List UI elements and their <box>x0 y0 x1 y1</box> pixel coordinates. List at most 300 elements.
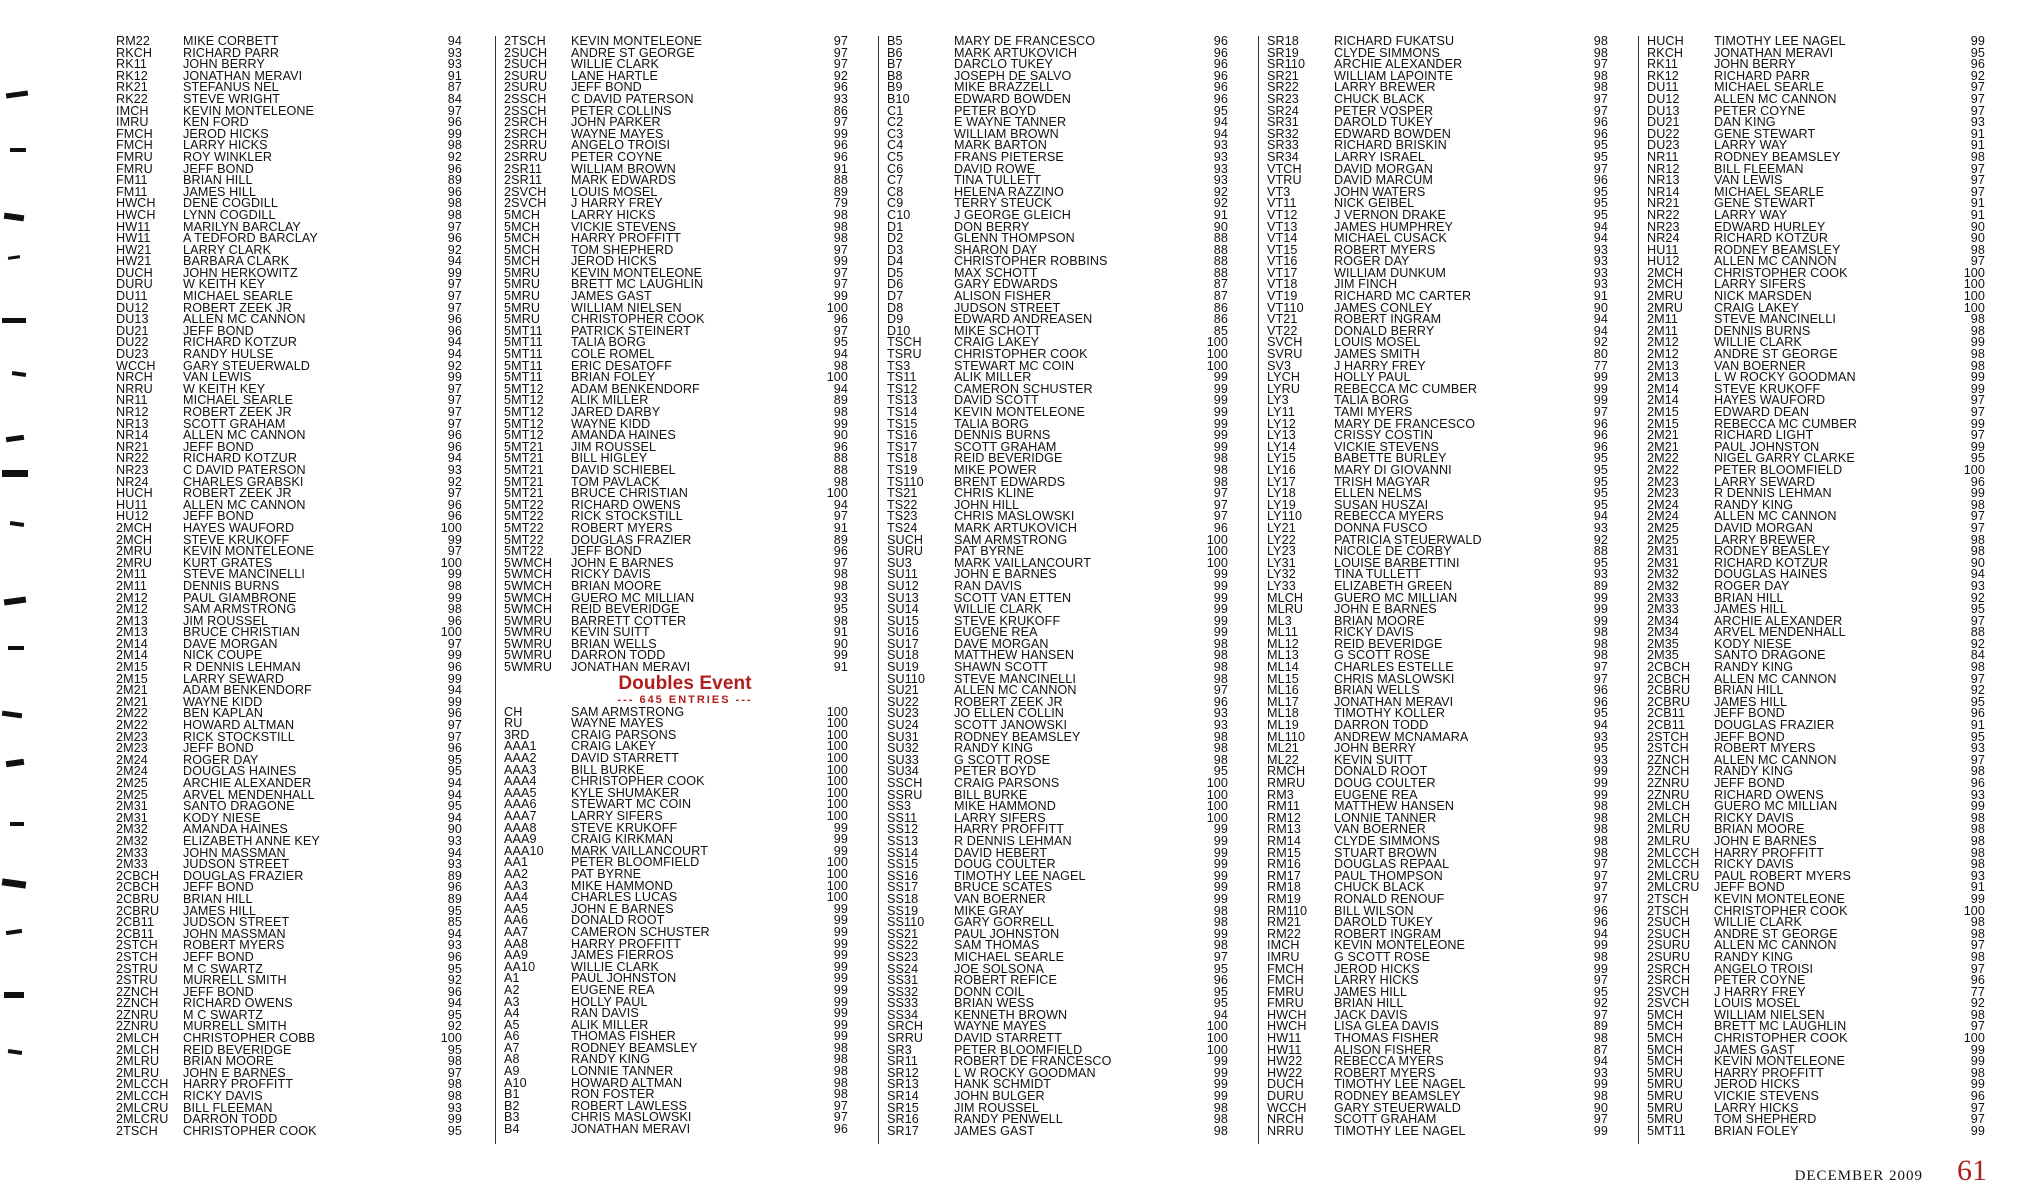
shooter-name: ERIC DESATOFF <box>571 358 672 373</box>
shooter-name: MIKE GRAY <box>954 903 1024 918</box>
class-code: 5MT22 <box>504 544 544 559</box>
class-code: 2M12 <box>1647 335 1679 350</box>
class-code: 2M31 <box>116 799 148 814</box>
score: 99 <box>1970 1054 1985 1069</box>
score: 93 <box>447 938 462 953</box>
score: 96 <box>1593 115 1608 130</box>
class-code: 2MLCH <box>1647 799 1691 814</box>
shooter-name: W KEITH KEY <box>183 277 266 292</box>
class-code: TS21 <box>887 486 918 501</box>
shooter-name: DOUGLAS FRAZIER <box>1714 718 1835 733</box>
result-row <box>879 358 1254 373</box>
score: 94 <box>447 347 462 362</box>
shooter-name: JONATHAN MERAVI <box>1714 45 1834 60</box>
result-row <box>108 662 488 674</box>
shooter-name: DENNIS BURNS <box>1714 323 1811 338</box>
class-code: SU24 <box>887 718 919 733</box>
score: 100 <box>826 739 848 754</box>
score: 97 <box>833 277 848 292</box>
score: 98 <box>833 219 848 234</box>
result-row <box>496 627 874 639</box>
class-code: 5MT12 <box>504 428 544 443</box>
class-code: 2M31 <box>1647 544 1679 559</box>
score: 95 <box>447 961 462 976</box>
score: 96 <box>1213 45 1228 60</box>
shooter-name: MARY DE FRANCESCO <box>954 36 1096 48</box>
score: 88 <box>1593 544 1608 559</box>
result-row <box>879 882 1254 894</box>
class-code: AAA6 <box>504 797 537 812</box>
score: 96 <box>1970 776 1985 790</box>
score: 94 <box>447 810 462 825</box>
class-code: NR13 <box>116 416 149 431</box>
class-code: TS23 <box>887 509 918 524</box>
shooter-name: DONNA FUSCO <box>1334 520 1428 535</box>
score: 97 <box>447 544 462 559</box>
result-row <box>879 407 1254 419</box>
shooter-name: RAN DAVIS <box>954 578 1022 593</box>
shooter-name: KEVIN MONTELEONE <box>183 103 315 118</box>
result-row <box>1639 752 2011 767</box>
result-row <box>1639 395 2011 407</box>
scan-mark <box>4 992 24 998</box>
class-code: 2MCH <box>1647 277 1684 292</box>
class-code: TS3 <box>887 358 911 373</box>
result-row <box>108 1123 488 1138</box>
score: 96 <box>833 80 848 95</box>
result-row <box>496 291 874 303</box>
result-row <box>879 256 1254 268</box>
shooter-name: PETER BOYD <box>954 103 1037 118</box>
result-row <box>108 891 488 906</box>
class-code: VT21 <box>1267 312 1298 327</box>
class-code: VT3 <box>1267 184 1291 199</box>
class-code: SV3 <box>1267 358 1292 373</box>
score: 99 <box>1213 405 1228 419</box>
shooter-name: EUGENE REA <box>954 625 1038 640</box>
class-code: B8 <box>887 68 903 83</box>
result-row <box>1259 488 1634 500</box>
class-code: RM12 <box>1267 810 1301 825</box>
class-code: 2SSCH <box>504 103 547 118</box>
class-code: DU23 <box>116 347 149 362</box>
score: 100 <box>826 855 848 870</box>
result-row <box>1259 743 1634 755</box>
shooter-name: RANDY KING <box>1714 660 1794 675</box>
score: 94 <box>1593 219 1608 234</box>
score: 100 <box>1206 787 1228 802</box>
shooter-name: SCOTT GRAHAM <box>1334 1112 1437 1127</box>
score: 96 <box>833 149 848 164</box>
result-row <box>1639 161 2011 176</box>
score: 94 <box>447 996 462 1011</box>
class-code: SS19 <box>887 903 919 918</box>
shooter-name: NICK MARSDEN <box>1714 289 1812 304</box>
section-subheading: --- 645 ENTRIES --- <box>617 693 753 706</box>
score: 97 <box>1970 671 1985 686</box>
class-code: 2SURU <box>1647 938 1691 953</box>
shooter-name: CHRIS KLINE <box>954 486 1035 501</box>
score: 93 <box>1593 729 1608 744</box>
score: 100 <box>1963 300 1985 315</box>
shooter-name: CRAIG LAKEY <box>1714 300 1800 315</box>
shooter-name: JUDSON STREET <box>183 915 290 930</box>
score: 92 <box>1970 683 1985 698</box>
score: 91 <box>1970 718 1985 733</box>
shooter-name: JUDSON STREET <box>183 857 290 872</box>
class-code: AAA2 <box>504 751 537 766</box>
class-code: 5MCH <box>1647 1031 1684 1046</box>
class-code: VT12 <box>1267 207 1298 222</box>
shooter-name: ELIZABETH ANNE KEY <box>183 833 320 848</box>
class-code: SR17 <box>887 1123 919 1138</box>
shooter-name: EUGENE REA <box>1334 787 1418 802</box>
shooter-name: PAUL JOHNSTON <box>571 971 677 986</box>
score: 99 <box>1593 393 1608 408</box>
class-code: HUCH <box>116 486 153 501</box>
class-code: 2SVCH <box>504 184 547 199</box>
class-code: TS19 <box>887 462 918 477</box>
score: 98 <box>833 231 848 246</box>
result-row <box>496 184 874 199</box>
shooter-name: ROBERT ZEEK JR <box>183 486 292 501</box>
shooter-name: BRIAN FOLEY <box>571 370 656 385</box>
score: 95 <box>1213 984 1228 999</box>
score: 95 <box>1213 961 1228 976</box>
score: 97 <box>1593 91 1608 106</box>
class-code: B4 <box>504 1122 520 1137</box>
shooter-name: ARCHIE ALEXANDER <box>1334 57 1463 72</box>
score: 89 <box>833 184 848 199</box>
result-row <box>1639 349 2011 361</box>
shooter-name: JOHN BULGER <box>954 1089 1045 1104</box>
shooter-name: HOLLY PAUL <box>1334 370 1411 385</box>
shooter-name: CHRISTOPHER COOK <box>183 1123 317 1138</box>
score: 97 <box>1593 1007 1608 1022</box>
shooter-name: MARY DE FRANCESCO <box>1334 416 1476 431</box>
class-code: 2MLCRU <box>1647 868 1700 883</box>
class-code: RK22 <box>116 91 148 106</box>
score: 99 <box>1593 613 1608 628</box>
score: 97 <box>1593 880 1608 895</box>
class-code: 2SUCH <box>504 45 548 60</box>
result-row <box>108 604 488 616</box>
shooter-name: KEVIN MONTELEONE <box>571 265 703 280</box>
score: 99 <box>1593 590 1608 605</box>
shooter-name: DAVID MARCUM <box>1334 173 1433 188</box>
shooter-name: VAN BOERNER <box>1714 358 1806 373</box>
result-row <box>496 857 874 869</box>
score: 94 <box>447 845 462 860</box>
shooter-name: PAUL ROBERT MYERS <box>1714 868 1852 883</box>
class-code: VT19 <box>1267 289 1298 304</box>
score: 98 <box>1213 636 1228 651</box>
result-row <box>1259 474 1634 489</box>
score: 96 <box>1593 126 1608 141</box>
score: 95 <box>1593 149 1608 164</box>
score: 99 <box>833 1006 848 1021</box>
result-row <box>496 349 874 361</box>
class-code: SU12 <box>887 578 919 593</box>
class-code: FMRU <box>1267 996 1304 1011</box>
result-row <box>879 984 1254 999</box>
score: 98 <box>1970 949 1985 964</box>
score: 95 <box>1970 451 1985 466</box>
result-row <box>1259 882 1634 894</box>
score: 99 <box>1593 938 1608 953</box>
class-code: 2M33 <box>116 845 148 860</box>
class-code: 2ZNRU <box>116 1007 159 1022</box>
shooter-name: GARY STEUERWALD <box>183 358 311 373</box>
result-row <box>1259 961 1634 976</box>
shooter-name: LARRY WAY <box>1714 138 1788 153</box>
result-row <box>1259 903 1634 918</box>
result-row <box>108 801 488 813</box>
result-row <box>1259 998 1634 1010</box>
class-code: VT11 <box>1267 196 1297 211</box>
result-row <box>1639 627 2011 639</box>
score: 100 <box>440 1031 462 1046</box>
class-code: 2CBRU <box>116 903 160 918</box>
shooter-name: MARILYN BARCLAY <box>183 219 301 234</box>
score: 93 <box>1213 718 1228 733</box>
score: 93 <box>1213 706 1228 721</box>
score: 98 <box>1213 451 1228 466</box>
score: 91 <box>1970 880 1985 895</box>
shooter-name: DOUGLAS HAINES <box>183 764 297 779</box>
shooter-name: DENNIS BURNS <box>954 428 1051 443</box>
class-code: B7 <box>887 57 903 72</box>
class-code: DU21 <box>1647 115 1680 130</box>
shooter-name: ROGER DAY <box>183 752 259 767</box>
shooter-name: MARK ARTUKOVICH <box>954 45 1078 60</box>
score: 99 <box>1213 625 1228 640</box>
class-code: SR24 <box>1267 103 1299 118</box>
result-row <box>1639 949 2011 964</box>
result-row <box>496 866 874 881</box>
score: 93 <box>1213 149 1228 164</box>
class-code: 2MLRU <box>116 1065 160 1080</box>
result-row <box>1259 1123 1634 1138</box>
score: 98 <box>1213 462 1228 477</box>
score: 99 <box>833 901 848 916</box>
result-row <box>1639 381 2011 396</box>
class-code: SS21 <box>887 926 919 941</box>
score: 97 <box>1213 683 1228 698</box>
class-code: 2M25 <box>1647 532 1679 547</box>
score: 99 <box>1970 381 1985 396</box>
shooter-name: ALLEN MC CANNON <box>1714 254 1837 269</box>
class-code: 2CBCH <box>1647 671 1691 686</box>
shooter-name: REID BEVERIDGE <box>571 602 680 617</box>
score: 98 <box>833 613 848 628</box>
shooter-name: SANTO DRAGONE <box>183 799 295 814</box>
shooter-name: JIM ROUSSEL <box>954 1100 1040 1115</box>
scan-mark <box>2 711 23 719</box>
shooter-name: BRIAN WESS <box>954 996 1035 1011</box>
result-row <box>1259 949 1634 964</box>
result-row <box>108 474 488 489</box>
result-row <box>879 590 1254 605</box>
score: 97 <box>447 381 462 396</box>
score: 92 <box>447 149 462 164</box>
score: 93 <box>1213 161 1228 176</box>
result-row <box>496 799 874 811</box>
score: 97 <box>447 718 462 733</box>
score: 92 <box>447 242 462 257</box>
class-code: 2ZNCH <box>1647 764 1690 779</box>
class-code: DU22 <box>116 335 149 350</box>
shooter-name: G SCOTT ROSE <box>1334 949 1431 964</box>
result-row <box>1639 1114 2011 1126</box>
class-code: SS15 <box>887 857 919 872</box>
score: 95 <box>833 602 848 617</box>
shooter-name: TOM SHEPHERD <box>1714 1112 1817 1127</box>
result-row <box>879 265 1254 280</box>
result-row <box>879 613 1254 628</box>
result-row <box>496 242 874 257</box>
result-row <box>108 140 488 152</box>
result-row <box>496 149 874 164</box>
class-code: 2MRU <box>116 544 153 559</box>
class-code: LY22 <box>1267 532 1296 547</box>
score: 95 <box>1593 184 1608 199</box>
score: 90 <box>833 428 848 443</box>
shooter-name: ROBERT MYERS <box>1334 242 1436 257</box>
class-code: 2M34 <box>1647 613 1679 628</box>
class-code: 2ZNCH <box>1647 752 1690 767</box>
score: 98 <box>447 1089 462 1104</box>
class-code: D1 <box>887 219 904 234</box>
class-code: FMRU <box>116 149 153 164</box>
shooter-name: KODY NIESE <box>183 810 261 825</box>
binding-edge-scan-marks <box>0 0 60 1200</box>
score: 99 <box>1213 926 1228 941</box>
class-code: B5 <box>887 36 903 48</box>
score: 94 <box>833 347 848 362</box>
shooter-name: WILLIE CLARK <box>571 959 659 974</box>
shooter-name: ALLEN MC CANNON <box>183 497 306 512</box>
class-code: 2MLRU <box>1647 833 1691 848</box>
shooter-name: JAMES CONLEY <box>1334 300 1433 315</box>
class-code: SU14 <box>887 602 919 617</box>
class-code: 2CB11 <box>116 926 155 941</box>
shooter-name: HOWARD ALTMAN <box>571 1075 683 1090</box>
class-code: 2M11 <box>1647 323 1678 338</box>
score: 97 <box>447 300 462 315</box>
shooter-name: JOHN HERKOWITZ <box>183 265 298 280</box>
shooter-name: G SCOTT ROSE <box>954 752 1051 767</box>
result-row <box>1259 752 1634 767</box>
result-row <box>879 729 1254 744</box>
class-code: SR15 <box>887 1100 919 1115</box>
class-code: RM14 <box>1267 833 1301 848</box>
class-code: VT18 <box>1267 277 1298 292</box>
shooter-name: JAMES GAST <box>1714 1042 1795 1057</box>
result-row <box>496 430 874 442</box>
class-code: TS13 <box>887 393 918 408</box>
class-code: SVRU <box>1267 347 1303 362</box>
score: 97 <box>1593 405 1608 419</box>
class-code: HU12 <box>116 509 149 524</box>
class-code: 5MRU <box>504 300 541 315</box>
shooter-name: NICK COUPE <box>183 648 263 663</box>
score: 99 <box>1970 1123 1985 1138</box>
score: 100 <box>1206 358 1228 373</box>
result-row <box>1259 242 1634 257</box>
shooter-name: CRAIG PARSONS <box>571 727 677 742</box>
score: 96 <box>447 323 462 338</box>
score: 90 <box>1970 555 1985 570</box>
result-row <box>496 555 874 570</box>
result-row <box>879 233 1254 245</box>
shooter-name: MURRELL SMITH <box>183 973 287 988</box>
score: 96 <box>1213 91 1228 106</box>
result-row <box>496 395 874 407</box>
shooter-name: PETER VOSPER <box>1334 103 1434 118</box>
class-code: 5WMRU <box>504 636 553 651</box>
result-row <box>879 949 1254 964</box>
score: 88 <box>833 451 848 466</box>
score: 99 <box>1213 845 1228 860</box>
result-row <box>1639 198 2011 210</box>
class-code: MLRU <box>1267 602 1304 617</box>
shooter-name: EUGENE REA <box>571 982 655 997</box>
shooter-name: LARRY SIFERS <box>571 809 663 823</box>
shooter-name: CHRISTOPHER COOK <box>1714 903 1848 918</box>
shooter-name: ROBERT MYERS <box>1714 741 1816 756</box>
class-code: 2STCH <box>116 949 158 964</box>
shooter-name: ANDRE ST GEORGE <box>1714 926 1838 941</box>
result-row <box>1259 68 1634 83</box>
score: 96 <box>447 984 462 999</box>
result-row <box>879 45 1254 60</box>
class-code: SURU <box>887 544 924 559</box>
shooter-name: WILLIE CLARK <box>1714 915 1802 930</box>
class-code: 2M12 <box>116 590 148 605</box>
class-code: A7 <box>504 1040 520 1055</box>
shooter-name: BRUCE CHRISTIAN <box>183 625 300 640</box>
shooter-name: JOHN BERRY <box>183 57 265 72</box>
result-row <box>496 892 874 904</box>
class-code: SU32 <box>887 741 919 756</box>
shooter-name: ALLEN MC CANNON <box>1714 671 1837 686</box>
result-row <box>108 117 488 129</box>
score: 92 <box>1593 335 1608 350</box>
result-row <box>496 497 874 512</box>
score: 97 <box>447 393 462 408</box>
class-code: 5MT12 <box>504 381 544 396</box>
shooter-name: DAVID HEBERT <box>954 845 1048 860</box>
score: 98 <box>1593 810 1608 825</box>
shooter-name: JACK DAVIS <box>1334 1007 1408 1022</box>
class-code: VT15 <box>1267 242 1298 257</box>
shooter-name: TALIA BORG <box>1334 393 1409 408</box>
score: 99 <box>447 1112 462 1127</box>
result-row <box>879 430 1254 442</box>
score: 88 <box>1213 242 1228 257</box>
score: 96 <box>447 184 462 199</box>
result-row <box>108 161 488 176</box>
shooter-name: LISA GLEA DAVIS <box>1334 1019 1439 1034</box>
class-code: SR14 <box>887 1089 919 1104</box>
shooter-name: BARBARA CLARK <box>183 254 290 269</box>
score: 97 <box>1970 161 1985 176</box>
result-row <box>108 578 488 593</box>
shooter-name: AMANDA HAINES <box>183 822 288 837</box>
class-code: 2TSCH <box>1647 903 1689 918</box>
score: 97 <box>1970 938 1985 953</box>
